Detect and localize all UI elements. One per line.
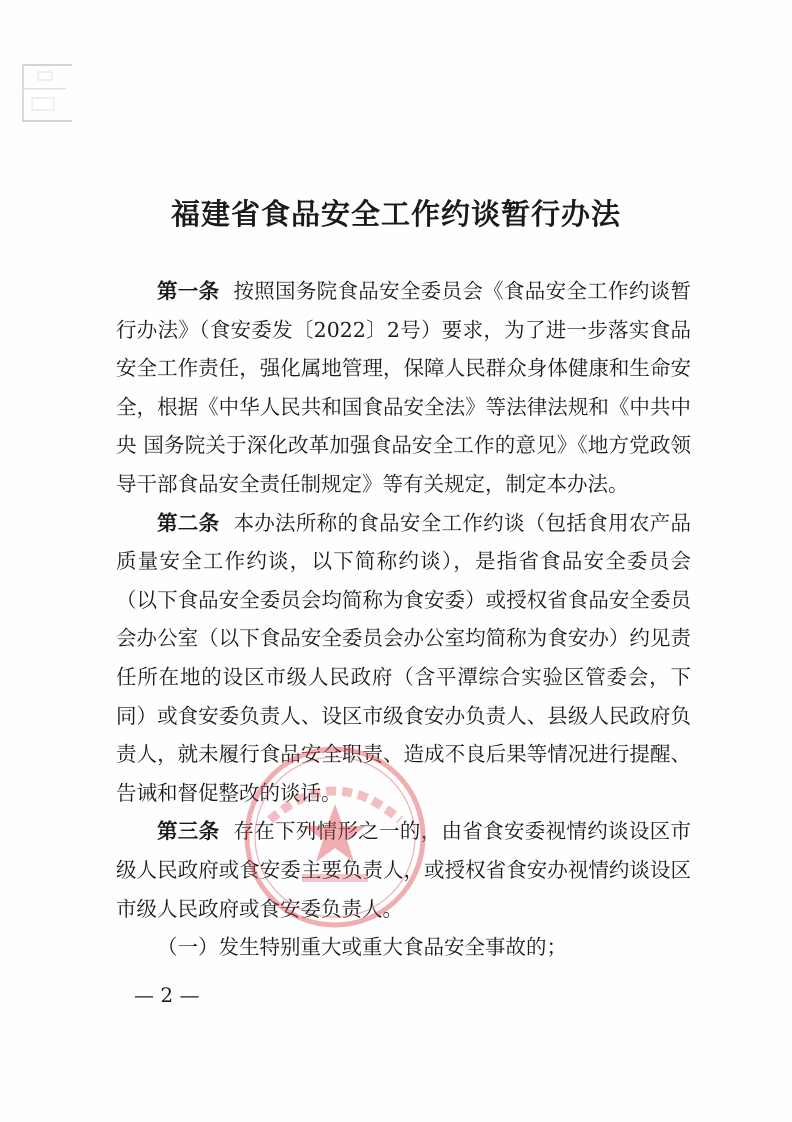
article-label: 第三条 xyxy=(157,819,220,844)
article-label: 第二条 xyxy=(157,510,220,535)
article-text: 按照国务院食品安全委员会《食品安全工作约谈暂行办法》（食安委发〔2022〕2号）要求，为了进一步落实食品安全工作责任，强化属地管理，保障人民群众身体健康和生命安全，根据《中华人民共和国食品安全法》等法律法规和《中共中央 国务院关于深化改革加强食品安全工作的意见》《地方党政领导干部食品安全责任制规定》等有关规定，制定本办法。 xyxy=(116,279,691,496)
page-number: — 2 — xyxy=(134,983,200,1007)
article-text: 存在下列情形之一的，由省食安委视情约谈设区市级人民政府或食安委主要负责人，或授权省食安办视情约谈设区市级人民政府或食安委负责人。 xyxy=(116,819,691,921)
article-3 xyxy=(116,812,691,928)
document-body xyxy=(116,272,691,967)
list-item-text: （一）发生特别重大或重大食品安全事故的； xyxy=(157,935,567,960)
scan-mark-graphic xyxy=(18,58,76,128)
article-1 xyxy=(116,272,691,504)
article-text: 本办法所称的食品安全工作约谈（包括食用农产品质量安全工作约谈，以下简称约谈），是指省食品安全委员会（以下食品安全委员会均简称为食安委）或授权省食品安全委员会办公室（以下食品安全委员会办公室均简称为食安办）约见责任所在地的设区市级人民政府（含平潭综合实验区管委会，下同）或食安委负责人、设区市级食安办负责人、县级人民政府负责人，就未履行食品安全职责、造成不良后果等情况进行提醒、告诫和督促整改的谈话。 xyxy=(116,510,691,805)
document-title: 福建省食品安全工作约谈暂行办法 xyxy=(170,197,621,231)
list-item-1 xyxy=(116,928,691,967)
article-label: 第一条 xyxy=(157,279,220,303)
article-2 xyxy=(116,504,691,813)
